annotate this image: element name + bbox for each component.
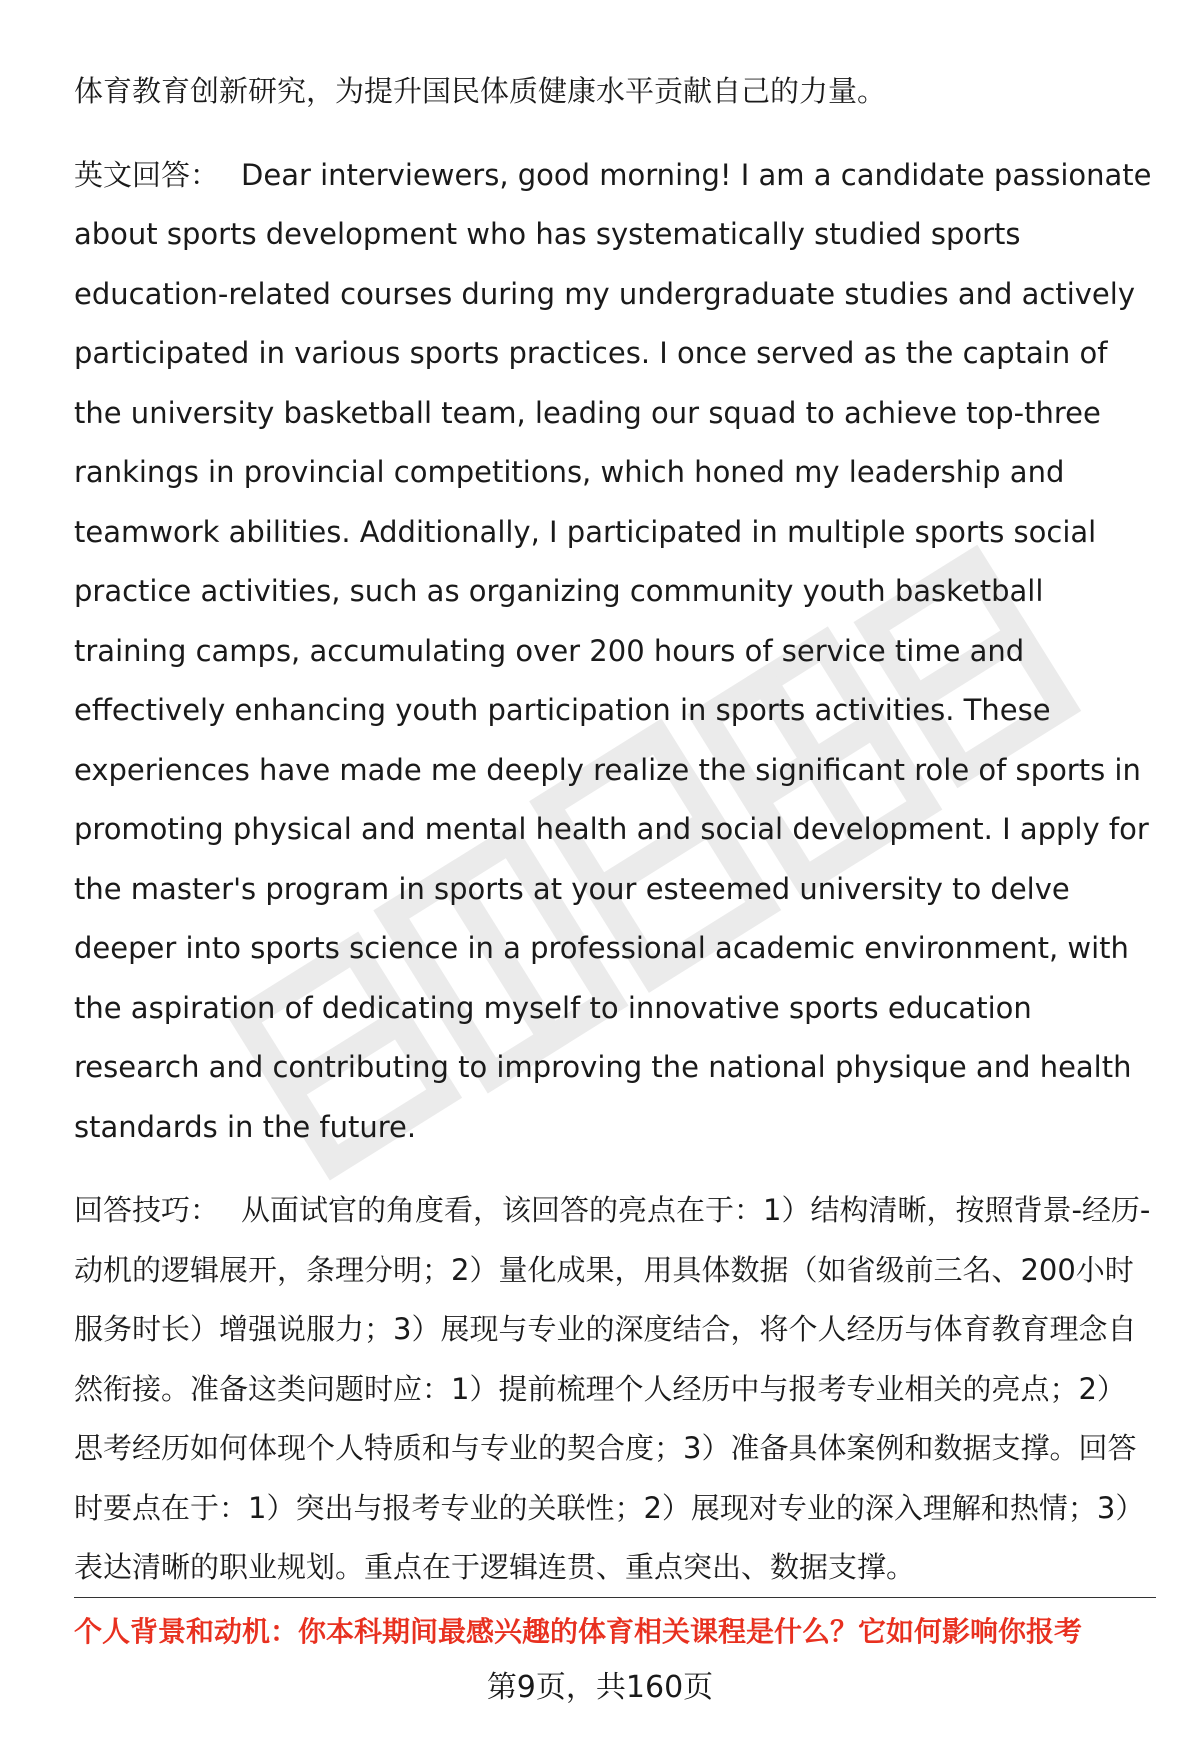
intro-paragraph: 体育教育创新研究，为提升国民体质健康水平贡献自己的力量。 — [74, 74, 887, 108]
document-body — [74, 62, 1154, 1598]
english-answer-paragraph — [74, 146, 1154, 1158]
section-divider — [74, 1597, 1156, 1598]
page-number: 第9页，共160页 — [486, 1670, 714, 1705]
answer-tips-text: 从面试官的角度看，该回答的亮点在于：1）结构清晰，按照背景-经历-动机的逻辑展开，条理分明；2）量化成果，用具体数据（如省级前三名、200小时服务时长）增强说服力；3）展现与专业的深度结合，将个人经历与体育教育理念自然衔接。准备这类问题时应：1）提前梳理个人经历中与报考专业相关的亮点；2）思考经历如何体现个人特质和与专业的契合度；3）准备具体案例和数据支撑。回答时要点在于：1）突出与报考专业的关联性；2）展现对专业的深入理解和热情；3）表达清晰的职业规划。重点在于逻辑连贯、重点突出、数据支撑。 — [74, 1193, 1151, 1584]
next-question-heading: 个人背景和动机：你本科期间最感兴趣的体育相关课程是什么？它如何影响你报考 — [74, 1615, 1083, 1648]
answer-tips-paragraph — [74, 1181, 1154, 1598]
answer-tips-label: 回答技巧： — [74, 1193, 220, 1227]
english-answer-label: 英文回答： — [74, 157, 220, 192]
english-answer-text: Dear interviewers, good morning! I am a candidate passionate about sports development who has systematically studied sports education-related courses during my undergraduate studies and actively participated in various sports practices. I once served as the captain of the university basketball team, leading our squad to achieve top-three rankings in provincial competitions, which honed my leadership and teamwork abilities. Additionally, I participated in multiple sports social practice activities, such as organizing community youth basketball training camps, accumulating over 200 hours of service time and effectively enhancing youth participation in sports activities. These experiences have made me deeply realize the significant role of sports in promoting physical and mental health and social development. I apply for the master's program in sports at your esteemed university to delve deeper into sports science in a professional academic environment, with the aspiration of dedicating myself to innovative sports education research and contributing to improving the national physique and health standards in the future. — [74, 157, 1152, 1144]
